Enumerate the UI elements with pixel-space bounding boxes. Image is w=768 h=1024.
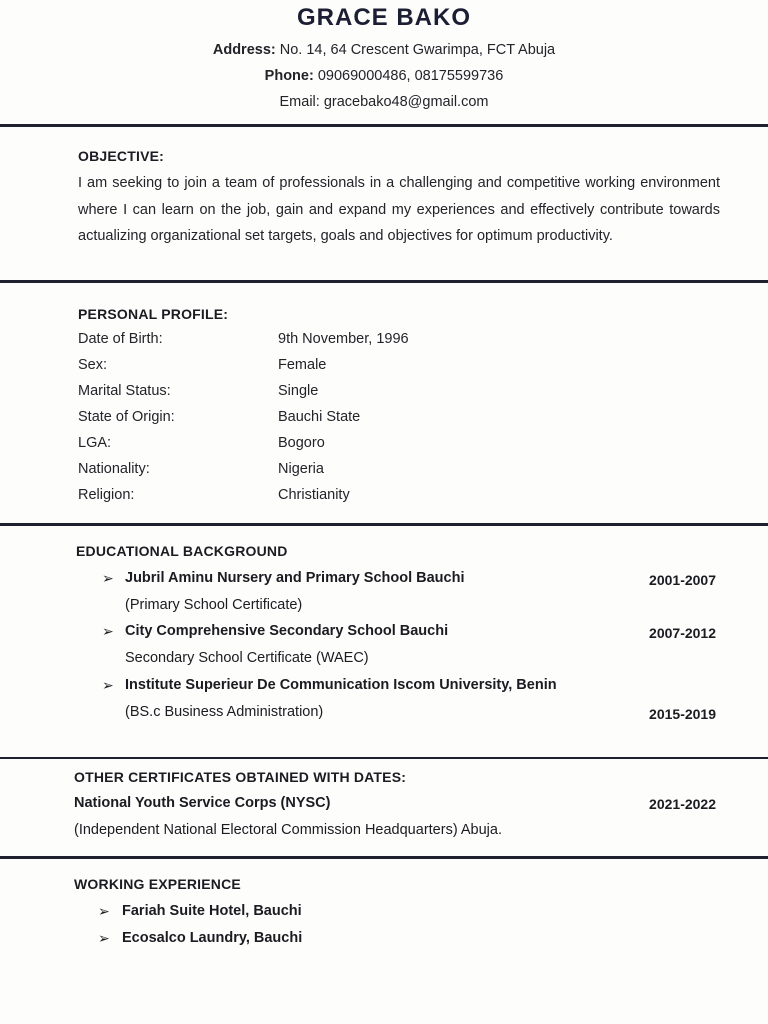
education-cert-1: (Primary School Certificate): [125, 597, 303, 613]
profile-heading: PERSONAL PROFILE:: [78, 306, 229, 322]
bullet-arrow-icon: ➢: [102, 570, 114, 586]
certificate-years: 2021-2022: [649, 796, 716, 812]
experience-heading: WORKING EXPERIENCE: [74, 876, 241, 892]
certificates-heading: OTHER CERTIFICATES OBTAINED WITH DATES:: [74, 769, 407, 785]
bullet-arrow-icon: ➢: [98, 903, 110, 919]
education-cert-2: Secondary School Certificate (WAEC): [125, 650, 369, 666]
bullet-arrow-icon: ➢: [98, 930, 110, 946]
section-divider: [0, 280, 768, 283]
certificate-title: National Youth Service Corps (NYSC): [74, 795, 331, 811]
education-years-1: 2001-2007: [649, 572, 716, 588]
phone-label: Phone:: [264, 68, 314, 84]
bullet-arrow-icon: ➢: [102, 623, 114, 639]
education-school-1: Jubril Aminu Nursery and Primary School Bauchi: [125, 570, 465, 586]
objective-text: I am seeking to join a team of professionals in a challenging and competitive working environment where I can learn on the job, gain and expand my experiences and effectively contribute towards actualizing organizational set targets, goals and objectives for optimum productivity.: [78, 175, 720, 244]
profile-value-sex: Female: [278, 357, 327, 373]
email-line: [0, 94, 768, 110]
profile-label-nationality: Nationality:: [78, 461, 150, 477]
profile-label-dob: Date of Birth:: [78, 331, 163, 347]
education-years-3: 2015-2019: [649, 706, 716, 722]
phone-value: 09069000486, 08175599736: [317, 68, 504, 84]
profile-label-lga: LGA:: [78, 435, 112, 451]
section-divider: [0, 523, 768, 526]
profile-label-sex: Sex:: [78, 357, 108, 373]
education-cert-3: (BS.c Business Administration): [125, 704, 324, 720]
profile-value-dob: 9th November, 1996: [278, 331, 409, 347]
section-divider: [0, 757, 768, 759]
experience-item-1: Fariah Suite Hotel, Bauchi: [122, 903, 302, 919]
certificate-detail: (Independent National Electoral Commission Headquarters) Abuja.: [74, 822, 502, 838]
email-label: Email:: [279, 94, 320, 110]
profile-label-religion: Religion:: [78, 487, 135, 503]
profile-value-religion: Christianity: [278, 487, 350, 503]
bullet-arrow-icon: ➢: [102, 677, 114, 693]
section-divider: [0, 124, 768, 127]
profile-label-marital: Marital Status:: [78, 383, 171, 399]
address-line: [0, 42, 768, 58]
education-years-2: 2007-2012: [649, 625, 716, 641]
profile-label-state: State of Origin:: [78, 409, 175, 425]
education-school-3: Institute Superieur De Communication Iscom University, Benin: [125, 677, 557, 693]
applicant-name: GRACE BAKO: [296, 4, 471, 31]
experience-item-2: Ecosalco Laundry, Bauchi: [122, 930, 303, 946]
profile-value-nationality: Nigeria: [278, 461, 324, 477]
profile-value-marital: Single: [278, 383, 319, 399]
address-label: Address:: [212, 42, 276, 58]
profile-value-state: Bauchi State: [278, 409, 361, 425]
address-value: No. 14, 64 Crescent Gwarimpa, FCT Abuja: [279, 42, 556, 58]
education-heading: EDUCATIONAL BACKGROUND: [76, 543, 288, 559]
education-school-2: City Comprehensive Secondary School Bauchi: [125, 623, 449, 639]
profile-value-lga: Bogoro: [278, 435, 325, 451]
email-value: gracebako48@gmail.com: [323, 94, 489, 110]
objective-heading: OBJECTIVE:: [78, 148, 165, 164]
phone-line: [0, 68, 768, 84]
section-divider: [0, 856, 768, 859]
